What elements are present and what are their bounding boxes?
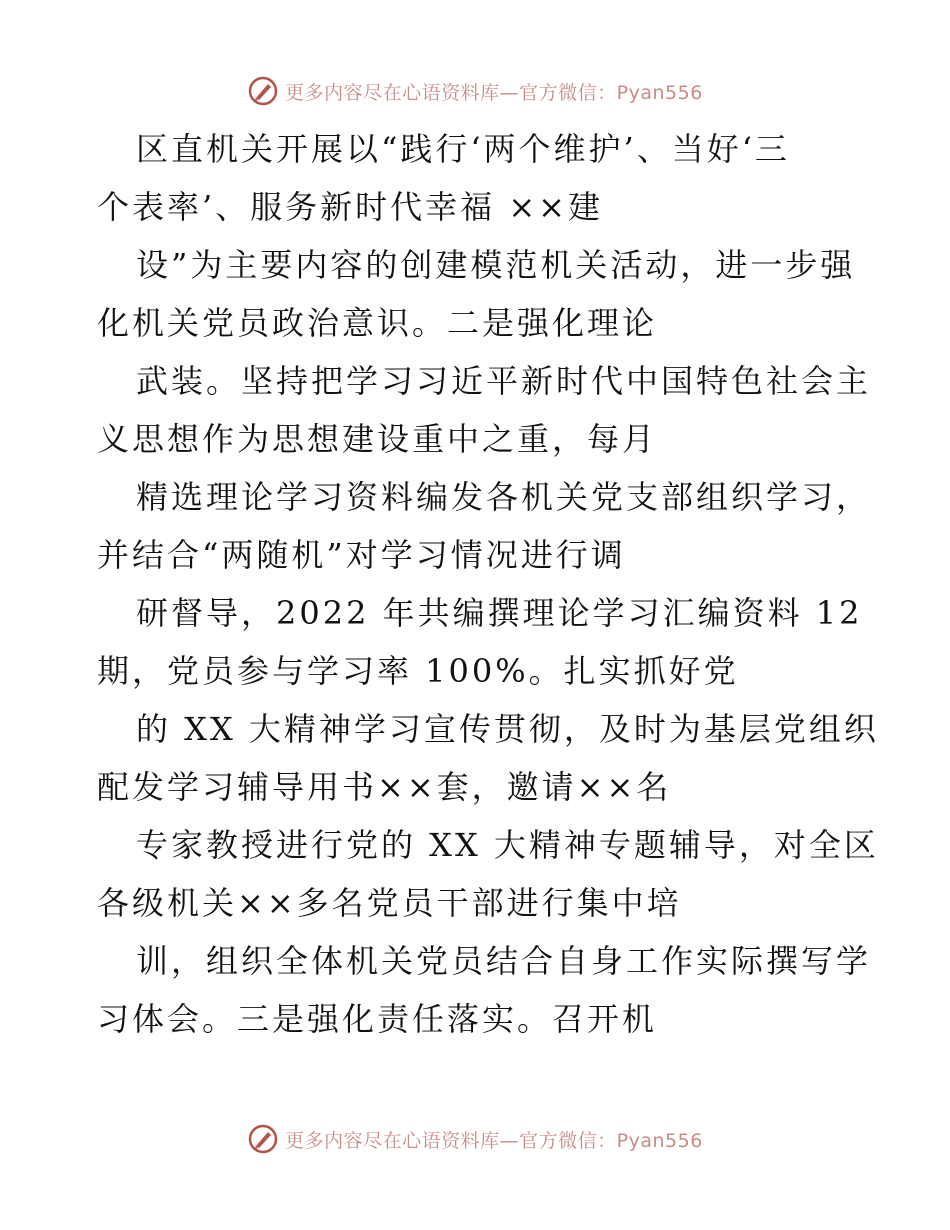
paragraph-line: 研督导，2022 年共编撰理论学习汇编资料 12 (136, 594, 863, 632)
paragraph-line: 义思想作为思想建设重中之重，每月 (97, 420, 658, 458)
header-watermark (0, 71, 950, 111)
watermark-text: 更多内容尽在心语资料库—官方微信：Pyan556 (285, 81, 703, 104)
paragraph-line: 的 XX 大精神学习宣传贯彻，及时为基层党组织 (136, 710, 879, 748)
pen-logo-icon (247, 75, 279, 107)
paragraph-line: 设”为主要内容的创建模范机关活动，进一步强 (136, 246, 856, 284)
paragraph-line: 训，组织全体机关党员结合自身工作实际撰写学 (136, 942, 872, 980)
paragraph-line: 专家教授进行党的 XX 大精神专题辅导，对全区 (136, 826, 879, 864)
document-body (97, 120, 879, 1048)
paragraph-line: 期，党员参与学习率 100%。扎实抓好党 (97, 652, 739, 690)
paragraph-line: 配发学习辅导用书××套，邀请××名 (97, 768, 672, 806)
paragraph-line: 个表率’、服务新时代幸福 ××建 (97, 188, 603, 226)
pen-logo-icon (247, 1123, 279, 1155)
paragraph-line: 并结合“两随机”对学习情况进行调 (97, 536, 626, 574)
paragraph-line: 精选理论学习资料编发各机关党支部组织学习， (136, 478, 872, 516)
paragraph-line: 习体会。三是强化责任落实。召开机 (97, 1000, 658, 1038)
paragraph-line: 各级机关××多名党员干部进行集中培 (97, 884, 682, 922)
paragraph-line: 化机关党员政治意识。二是强化理论 (97, 304, 658, 342)
footer-watermark (0, 1119, 950, 1159)
paragraph-line: 区直机关开展以“践行‘两个维护’、当好‘三 (136, 130, 790, 168)
watermark-text: 更多内容尽在心语资料库—官方微信：Pyan556 (285, 1129, 703, 1152)
paragraph-line: 武装。坚持把学习习近平新时代中国特色社会主 (136, 362, 872, 400)
